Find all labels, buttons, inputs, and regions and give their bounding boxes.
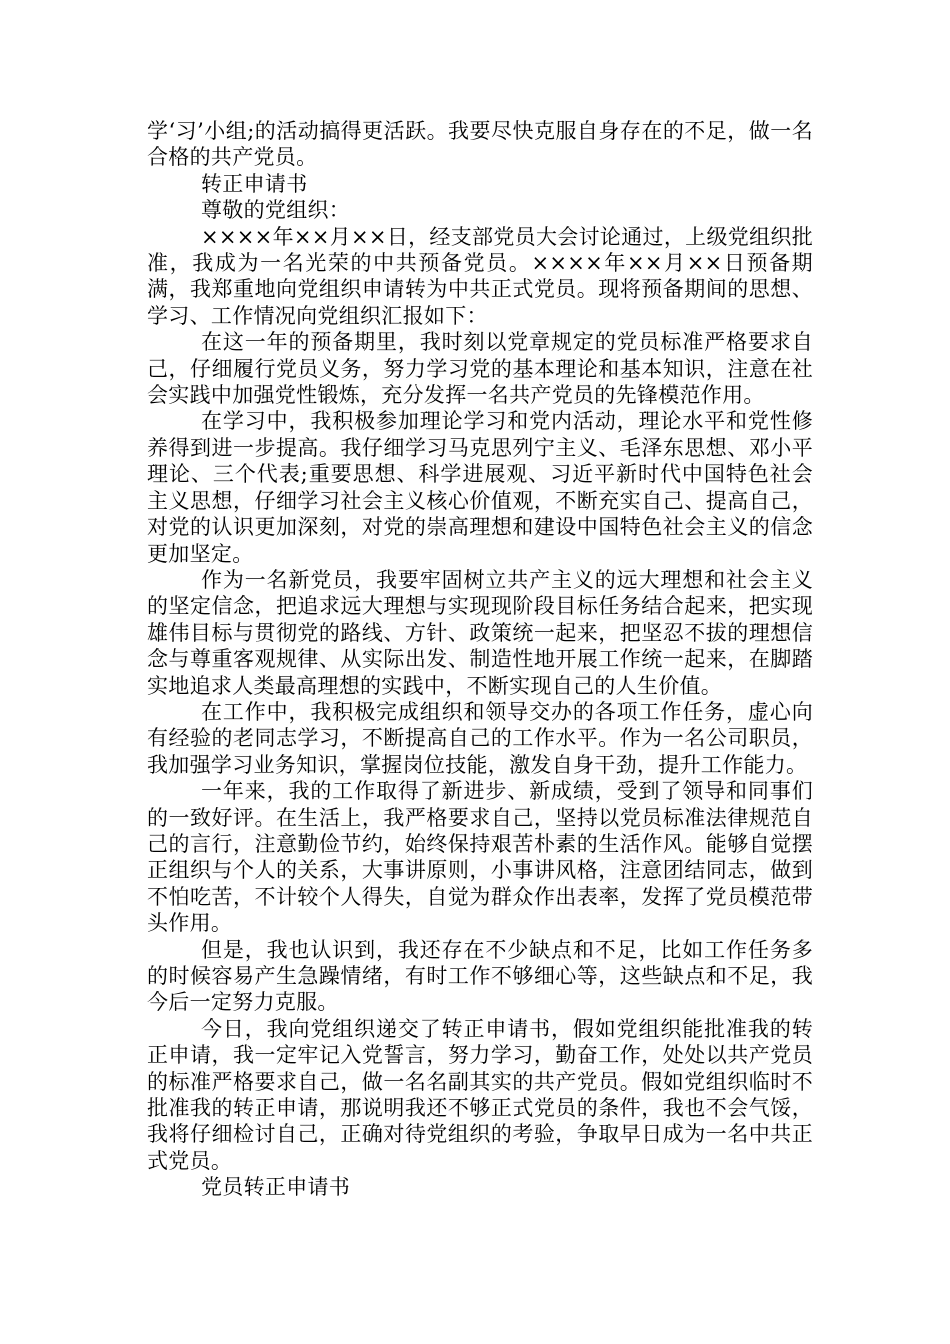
section-heading: 转正申请书 bbox=[201, 171, 308, 196]
salutation: 尊敬的党组织： bbox=[201, 198, 351, 223]
paragraph-probation: 在这一年的预备期里，我时刻以党章规定的党员标准严格要求自己，仔细履行党员义务，努力学习党的基本理论和基本知识，注意在社会实践中加强党性锻炼，充分发挥一名共产党员的先锋模范作用。 bbox=[147, 330, 813, 408]
paragraph-ideals: 作为一名新党员，我要牢固树立共产主义的远大理想和社会主义的坚定信念，把追求远大理想与实现现阶段目标任务结合起来，把实现雄伟目标与贯彻党的路线、方针、政策统一起来，把坚忍不拔的理想信念与尊重客观规律、从实际出发、制造性地开展工作统一起来，在脚踏实地追求人类最高理想的实践中，不断实现自己的人生价值。 bbox=[147, 567, 813, 698]
paragraph-shortcomings: 但是，我也认识到，我还存在不少缺点和不足，比如工作任务多的时候容易产生急躁情绪，有时工作不够细心等，这些缺点和不足，我今后一定努力克服。 bbox=[147, 937, 813, 1015]
document-body bbox=[147, 118, 813, 1201]
paragraph-continuation: 学‘习’小组;的活动搞得更活跃。我要尽快克服自身存在的不足，做一名合格的共产党员。 bbox=[147, 119, 813, 170]
paragraph-work: 在工作中，我积极完成组织和领导交办的各项工作任务，虚心向有经验的老同志学习，不断提高自己的工作水平。作为一名公司职员，我加强学习业务知识，掌握岗位技能，激发自身干劲，提升工作能力。 bbox=[147, 699, 813, 777]
section-heading-next: 党员转正申请书 bbox=[201, 1175, 351, 1200]
paragraph-study: 在学习中，我积极参加理论学习和党内活动，理论水平和党性修养得到进一步提高。我仔细学习马克思列宁主义、毛泽东思想、邓小平理论、三个代表;重要思想、科学进展观、习近平新时代中国特色社会主义思想，仔细学习社会主义核心价值观，不断充实自己、提高自己，对党的认识更加深刻，对党的崇高理想和建设中国特色社会主义的信念更加坚定。 bbox=[147, 409, 813, 566]
paragraph-intro: ××××年××月××日，经支部党员大会讨论通过，上级党组织批准，我成为一名光荣的中共预备党员。××××年××月××日预备期满，我郑重地向党组织申请转为中共正式党员。现将预备期间的思想、学习、工作情况向党组织汇报如下： bbox=[147, 224, 813, 328]
paragraph-conclusion: 今日，我向党组织递交了转正申请书，假如党组织能批准我的转正申请，我一定牢记入党誓言，努力学习，勤奋工作，处处以共产党员的标准严格要求自己，做一名名副其实的共产党员。假如党组织临时不批准我的转正申请，那说明我还不够正式党员的条件，我也不会气馁，我将仔细检讨自己，正确对待党组织的考验，争取早日成为一名中共正式党员。 bbox=[147, 1016, 813, 1173]
paragraph-achievements: 一年来，我的工作取得了新进步、新成绩，受到了领导和同事们的一致好评。在生活上，我严格要求自己，坚持以党员标准法律规范自己的言行，注意勤俭节约，始终保持艰苦朴素的生活作风。能够自觉摆正组织与个人的关系，大事讲原则，小事讲风格，注意团结同志，做到不怕吃苦，不计较个人得失，自觉为群众作出表率，发挥了党员模范带头作用。 bbox=[147, 779, 813, 936]
